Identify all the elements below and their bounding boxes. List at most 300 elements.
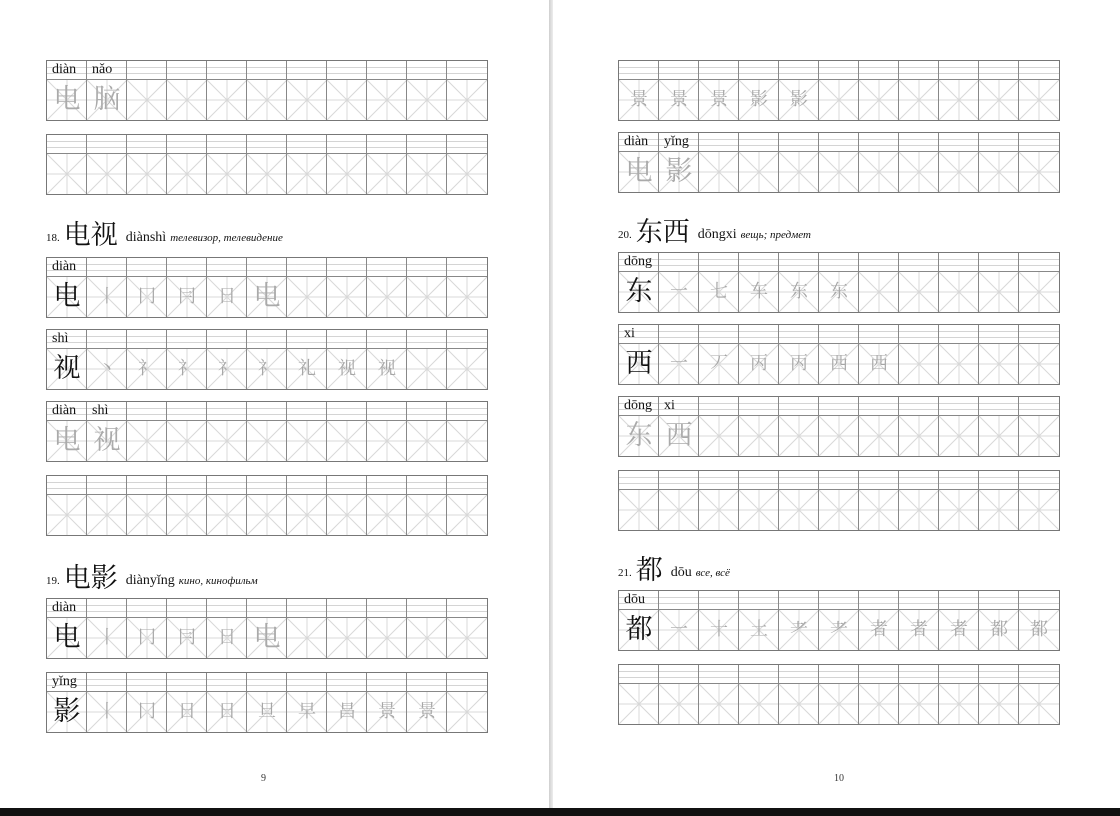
character-cell[interactable]: [859, 152, 899, 192]
grid-guide-lines: [407, 154, 447, 194]
grid-guide-lines: [1019, 416, 1059, 456]
character-cell[interactable]: [739, 272, 779, 312]
character-cell[interactable]: [327, 618, 367, 658]
grid-guide-lines: [859, 152, 899, 192]
character-cell[interactable]: [939, 152, 979, 192]
character-cell[interactable]: [447, 495, 487, 535]
character-cell[interactable]: [367, 692, 407, 732]
character-cell[interactable]: [207, 692, 247, 732]
pinyin-cell: [699, 133, 739, 152]
practice-character: 东: [625, 276, 653, 307]
pinyin-cell: [739, 61, 779, 80]
character-cell[interactable]: [447, 692, 487, 732]
grid-guide-lines: [47, 154, 87, 194]
pinyin-cell: [859, 471, 899, 490]
character-cell[interactable]: [699, 152, 739, 192]
character-cell[interactable]: [659, 490, 699, 530]
character-cell[interactable]: [247, 692, 287, 732]
character-cell[interactable]: [899, 80, 939, 120]
pinyin-cell: [47, 402, 87, 421]
pinyin-cell: [47, 258, 87, 277]
pinyin-cell: [619, 471, 659, 490]
character-cell[interactable]: [979, 490, 1019, 530]
pinyin-cell: [659, 665, 699, 684]
grid-guide-lines: [447, 277, 487, 317]
character-cell[interactable]: [447, 80, 487, 120]
character-cell[interactable]: [979, 684, 1019, 724]
character-cell[interactable]: [1019, 272, 1059, 312]
character-cell[interactable]: [699, 344, 739, 384]
character-cell[interactable]: [939, 490, 979, 530]
practice-character: 视: [378, 358, 396, 379]
pinyin-cell: [127, 330, 167, 349]
character-cell[interactable]: [739, 80, 779, 120]
character-cell[interactable]: [899, 344, 939, 384]
pinyin-cell: [127, 258, 167, 277]
grid-guide-lines: [859, 416, 899, 456]
grid-guide-lines: [979, 80, 1019, 120]
grid-guide-lines: [167, 154, 207, 194]
character-cell[interactable]: [87, 349, 127, 389]
pinyin-cell: [899, 133, 939, 152]
character-cell[interactable]: [407, 692, 447, 732]
character-cell[interactable]: [207, 618, 247, 658]
character-cell[interactable]: [127, 154, 167, 194]
practice-character: 早: [298, 701, 316, 722]
grid-guide-lines: [859, 684, 899, 724]
entry-pinyin: dōu: [670, 565, 692, 580]
character-cell[interactable]: [327, 154, 367, 194]
character-cell[interactable]: [447, 154, 487, 194]
practice-character: 日: [218, 286, 236, 307]
character-cell[interactable]: [1019, 416, 1059, 456]
pinyin-cell: [167, 402, 207, 421]
character-cell[interactable]: [779, 490, 819, 530]
practice-row: [618, 252, 1060, 313]
character-cell[interactable]: [939, 80, 979, 120]
grid-guide-lines: [247, 421, 287, 461]
grid-guide-lines: [899, 272, 939, 312]
character-cell[interactable]: [47, 154, 87, 194]
character-cell[interactable]: [47, 692, 87, 732]
pinyin-cell: [739, 253, 779, 272]
character-cell[interactable]: [127, 349, 167, 389]
pinyin-cell: [779, 591, 819, 610]
character-cell[interactable]: [899, 490, 939, 530]
character-cell[interactable]: [939, 610, 979, 650]
character-cell[interactable]: [367, 80, 407, 120]
pinyin-cell: [247, 402, 287, 421]
character-cell[interactable]: [1019, 344, 1059, 384]
grid-guide-lines: [899, 416, 939, 456]
character-cell[interactable]: [699, 490, 739, 530]
character-cell[interactable]: [327, 495, 367, 535]
pinyin-cell: [739, 591, 779, 610]
character-cell[interactable]: [699, 416, 739, 456]
character-cell[interactable]: [407, 80, 447, 120]
pinyin-cell: [367, 258, 407, 277]
character-cell[interactable]: [247, 495, 287, 535]
grid-guide-lines: [979, 272, 1019, 312]
pinyin-cell: [247, 258, 287, 277]
entry-meaning: кино, кинофильм: [178, 575, 258, 587]
character-cell[interactable]: [699, 684, 739, 724]
pinyin-label: diàn: [52, 259, 77, 274]
character-cell[interactable]: [899, 684, 939, 724]
character-cell[interactable]: [619, 152, 659, 192]
character-cell[interactable]: [739, 416, 779, 456]
practice-character: 者: [910, 619, 928, 640]
practice-row: [46, 134, 488, 195]
character-cell[interactable]: [247, 154, 287, 194]
character-cell[interactable]: [859, 272, 899, 312]
character-cell[interactable]: [167, 349, 207, 389]
pinyin-cell: [407, 402, 447, 421]
character-cell[interactable]: [819, 610, 859, 650]
pinyin-cell: [287, 61, 327, 80]
pinyin-cell: [859, 665, 899, 684]
character-cell[interactable]: [779, 344, 819, 384]
grid-guide-lines: [979, 490, 1019, 530]
character-cell[interactable]: [167, 421, 207, 461]
grid-guide-lines: [87, 154, 127, 194]
pinyin-cell: [247, 599, 287, 618]
character-cell[interactable]: [619, 490, 659, 530]
pinyin-cell: [287, 599, 327, 618]
character-cell[interactable]: [699, 80, 739, 120]
pinyin-cell: [407, 476, 447, 495]
character-cell[interactable]: [127, 277, 167, 317]
character-cell[interactable]: [407, 421, 447, 461]
practice-character: 一: [670, 619, 688, 640]
character-cell[interactable]: [819, 344, 859, 384]
character-cell[interactable]: [619, 344, 659, 384]
character-cell[interactable]: [739, 610, 779, 650]
character-cell[interactable]: [247, 277, 287, 317]
character-cell[interactable]: [819, 152, 859, 192]
practice-character: 都: [625, 614, 653, 645]
pinyin-cell: [939, 133, 979, 152]
character-cell[interactable]: [979, 80, 1019, 120]
grid-guide-lines: [207, 154, 247, 194]
entry-hanzi: 都: [635, 555, 663, 586]
character-cell[interactable]: [87, 154, 127, 194]
practice-character: 礻: [178, 358, 196, 379]
character-cell[interactable]: [819, 272, 859, 312]
pinyin-cell: [167, 599, 207, 618]
grid-guide-lines: [447, 421, 487, 461]
pinyin-cell: [779, 253, 819, 272]
character-cell[interactable]: [167, 495, 207, 535]
character-cell[interactable]: [447, 349, 487, 389]
character-cell[interactable]: [287, 692, 327, 732]
pinyin-cell: [1019, 591, 1059, 610]
character-cell[interactable]: [127, 618, 167, 658]
character-cell[interactable]: [739, 684, 779, 724]
character-cell[interactable]: [979, 416, 1019, 456]
character-cell[interactable]: [739, 344, 779, 384]
character-cell[interactable]: [859, 684, 899, 724]
character-cell[interactable]: [127, 421, 167, 461]
character-cell[interactable]: [87, 277, 127, 317]
practice-character: 冃: [178, 627, 196, 648]
character-cell[interactable]: [779, 610, 819, 650]
character-cell[interactable]: [127, 495, 167, 535]
pinyin-cell: [207, 135, 247, 154]
character-cell[interactable]: [287, 277, 327, 317]
character-cell[interactable]: [167, 277, 207, 317]
pinyin-label: nǎo: [92, 62, 113, 77]
practice-character: 耂: [790, 619, 808, 640]
practice-character: 东: [790, 281, 808, 302]
grid-guide-lines: [819, 416, 859, 456]
character-cell[interactable]: [619, 272, 659, 312]
character-cell[interactable]: [859, 610, 899, 650]
character-cell[interactable]: [939, 684, 979, 724]
character-cell[interactable]: [287, 80, 327, 120]
pinyin-cell: [407, 258, 447, 277]
character-cell[interactable]: [819, 490, 859, 530]
practice-character: 冂: [138, 701, 156, 722]
grid-guide-lines: [779, 490, 819, 530]
character-cell[interactable]: [779, 272, 819, 312]
character-cell[interactable]: [47, 349, 87, 389]
pinyin-label: shì: [92, 403, 109, 418]
character-cell[interactable]: [1019, 80, 1059, 120]
practice-row: [46, 257, 488, 318]
character-cell[interactable]: [979, 344, 1019, 384]
grid-guide-lines: [779, 152, 819, 192]
character-cell[interactable]: [899, 610, 939, 650]
character-cell[interactable]: [659, 80, 699, 120]
pinyin-label: dōng: [624, 398, 652, 413]
character-cell[interactable]: [127, 692, 167, 732]
grid-guide-lines: [407, 80, 447, 120]
character-cell[interactable]: [367, 618, 407, 658]
character-cell[interactable]: [47, 495, 87, 535]
character-cell[interactable]: [1019, 490, 1059, 530]
pinyin-cell: [407, 61, 447, 80]
character-cell[interactable]: [659, 610, 699, 650]
character-cell[interactable]: [739, 490, 779, 530]
character-cell[interactable]: [979, 152, 1019, 192]
character-cell[interactable]: [659, 344, 699, 384]
grid-guide-lines: [287, 421, 327, 461]
entry-heading: [46, 556, 258, 595]
character-cell[interactable]: [167, 618, 207, 658]
character-cell[interactable]: [207, 495, 247, 535]
grid-guide-lines: [899, 490, 939, 530]
practice-character: 电: [53, 622, 81, 653]
character-cell[interactable]: [979, 610, 1019, 650]
character-cell[interactable]: [367, 154, 407, 194]
character-cell[interactable]: [287, 618, 327, 658]
character-cell[interactable]: [207, 349, 247, 389]
character-cell[interactable]: [699, 610, 739, 650]
character-cell[interactable]: [327, 349, 367, 389]
character-cell[interactable]: [407, 277, 447, 317]
entry-meaning: все, всё: [695, 567, 730, 579]
character-cell[interactable]: [819, 684, 859, 724]
practice-character: 电: [253, 281, 281, 312]
character-cell[interactable]: [207, 277, 247, 317]
character-cell[interactable]: [859, 344, 899, 384]
character-cell[interactable]: [447, 421, 487, 461]
character-cell[interactable]: [47, 618, 87, 658]
character-cell[interactable]: [619, 610, 659, 650]
pinyin-cell: [167, 61, 207, 80]
character-cell[interactable]: [1019, 684, 1059, 724]
pinyin-cell: [659, 325, 699, 344]
practice-character: 者: [950, 619, 968, 640]
grid-guide-lines: [447, 495, 487, 535]
character-cell[interactable]: [659, 272, 699, 312]
practice-character: 都: [1030, 619, 1048, 640]
character-cell[interactable]: [1019, 610, 1059, 650]
character-cell[interactable]: [87, 495, 127, 535]
practice-character: 耂: [830, 619, 848, 640]
character-cell[interactable]: [87, 421, 127, 461]
entry-meaning: телевизор, телевидение: [170, 232, 283, 244]
grid-guide-lines: [447, 154, 487, 194]
grid-guide-lines: [327, 421, 367, 461]
practice-character: 土: [750, 619, 768, 640]
character-cell[interactable]: [287, 349, 327, 389]
pinyin-cell: [127, 599, 167, 618]
character-cell[interactable]: [367, 495, 407, 535]
pinyin-cell: [939, 471, 979, 490]
character-cell[interactable]: [779, 152, 819, 192]
character-cell[interactable]: [127, 80, 167, 120]
character-cell[interactable]: [247, 349, 287, 389]
practice-character: 景: [710, 89, 728, 110]
pinyin-cell: [619, 397, 659, 416]
character-cell[interactable]: [779, 80, 819, 120]
pinyin-cell: [619, 591, 659, 610]
character-cell[interactable]: [939, 272, 979, 312]
pinyin-cell: [659, 253, 699, 272]
pinyin-cell: [979, 61, 1019, 80]
practice-character: 丙: [790, 353, 808, 374]
character-cell[interactable]: [167, 154, 207, 194]
practice-character: 电: [53, 281, 81, 312]
character-cell[interactable]: [47, 421, 87, 461]
character-cell[interactable]: [619, 80, 659, 120]
character-cell[interactable]: [207, 154, 247, 194]
character-cell[interactable]: [859, 416, 899, 456]
character-cell[interactable]: [247, 80, 287, 120]
character-cell[interactable]: [899, 152, 939, 192]
pinyin-cell: [659, 471, 699, 490]
character-cell[interactable]: [979, 272, 1019, 312]
pinyin-label: diàn: [52, 600, 77, 615]
character-cell[interactable]: [447, 277, 487, 317]
pinyin-cell: [247, 673, 287, 692]
pinyin-cell: [859, 61, 899, 80]
character-cell[interactable]: [659, 416, 699, 456]
character-cell[interactable]: [87, 692, 127, 732]
pinyin-cell: [207, 258, 247, 277]
character-cell[interactable]: [367, 421, 407, 461]
character-cell[interactable]: [367, 349, 407, 389]
grid-guide-lines: [939, 344, 979, 384]
grid-guide-lines: [739, 490, 779, 530]
pinyin-cell: [1019, 325, 1059, 344]
character-cell[interactable]: [87, 618, 127, 658]
character-cell[interactable]: [819, 416, 859, 456]
grid-guide-lines: [327, 618, 367, 658]
grid-guide-lines: [367, 277, 407, 317]
character-cell[interactable]: [87, 80, 127, 120]
character-cell[interactable]: [619, 684, 659, 724]
grid-guide-lines: [367, 618, 407, 658]
character-cell[interactable]: [407, 154, 447, 194]
character-cell[interactable]: [247, 421, 287, 461]
character-cell[interactable]: [447, 618, 487, 658]
character-cell[interactable]: [1019, 152, 1059, 192]
pinyin-cell: [899, 397, 939, 416]
pinyin-cell: [447, 61, 487, 80]
character-cell[interactable]: [939, 416, 979, 456]
character-cell[interactable]: [407, 618, 447, 658]
character-cell[interactable]: [167, 80, 207, 120]
character-cell[interactable]: [247, 618, 287, 658]
practice-character: 影: [665, 156, 693, 187]
character-cell[interactable]: [327, 421, 367, 461]
pinyin-cell: [899, 471, 939, 490]
practice-character: 日: [218, 701, 236, 722]
pinyin-cell: [779, 325, 819, 344]
character-cell[interactable]: [659, 152, 699, 192]
character-cell[interactable]: [939, 344, 979, 384]
character-cell[interactable]: [407, 495, 447, 535]
character-cell[interactable]: [779, 416, 819, 456]
pinyin-cell: [207, 599, 247, 618]
character-cell[interactable]: [899, 272, 939, 312]
grid-guide-lines: [979, 152, 1019, 192]
character-cell[interactable]: [207, 421, 247, 461]
character-cell[interactable]: [47, 277, 87, 317]
pinyin-cell: [739, 325, 779, 344]
pinyin-cell: [367, 330, 407, 349]
character-cell[interactable]: [167, 692, 207, 732]
pinyin-cell: [659, 133, 699, 152]
character-cell[interactable]: [327, 277, 367, 317]
character-cell[interactable]: [859, 80, 899, 120]
character-cell[interactable]: [659, 684, 699, 724]
character-cell[interactable]: [287, 154, 327, 194]
character-cell[interactable]: [327, 692, 367, 732]
character-cell[interactable]: [47, 80, 87, 120]
character-cell[interactable]: [619, 416, 659, 456]
character-cell[interactable]: [207, 80, 247, 120]
practice-character: 电: [53, 84, 81, 115]
character-cell[interactable]: [287, 421, 327, 461]
grid-guide-lines: [167, 421, 207, 461]
character-cell[interactable]: [407, 349, 447, 389]
character-cell[interactable]: [899, 416, 939, 456]
character-cell[interactable]: [819, 80, 859, 120]
character-cell[interactable]: [699, 272, 739, 312]
pinyin-cell: [47, 599, 87, 618]
character-cell[interactable]: [779, 684, 819, 724]
character-cell[interactable]: [287, 495, 327, 535]
character-cell[interactable]: [367, 277, 407, 317]
character-cell[interactable]: [739, 152, 779, 192]
character-cell[interactable]: [327, 80, 367, 120]
entry-pinyin: diànyǐng: [125, 573, 175, 588]
character-cell[interactable]: [859, 490, 899, 530]
